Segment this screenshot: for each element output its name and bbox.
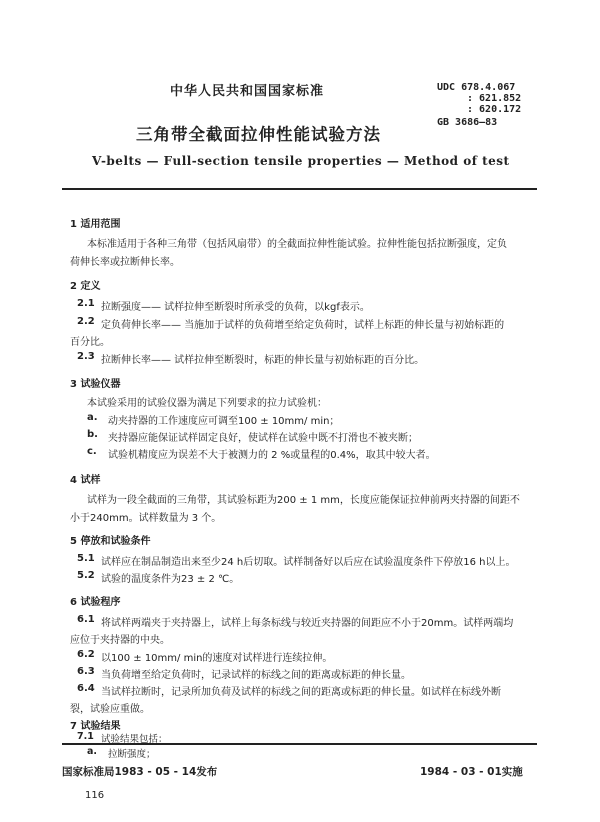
clause-2-2-text-line-1: 定负荷伸长率—— 当施加于试样的负荷增至给定负荷时，试样上标距的伸长量与初始标距的 (101, 320, 505, 331)
clause-number-6-4: 6.4 (77, 683, 95, 694)
issue-date: 国家标准局1983 - 05 - 14发布 (62, 766, 218, 778)
clause-number-2-1: 2.1 (77, 298, 95, 309)
udc-line-2: : 621.852 (467, 93, 522, 104)
document-title-cn: 三角带全截面拉伸性能试验方法 (136, 125, 381, 144)
clause-number-2-2: 2.2 (77, 316, 95, 327)
section-heading-5: 5 停放和试验条件 (70, 536, 151, 547)
clause-7-1-text: 试验结果包括： (101, 734, 168, 745)
section-1-body-line-1: 本标准适用于各种三角带（包括风扇带）的全截面拉伸性能试验。拉伸性能包括拉断强度，定负 (87, 239, 507, 250)
clause-6-4-text-line-2: 裂，试验应重做。 (70, 704, 150, 715)
list-marker-3-b: b. (87, 429, 98, 440)
section-heading-6: 6 试验程序 (70, 597, 121, 608)
section-heading-3: 3 试验仪器 (70, 379, 121, 390)
clause-6-2-text: 以100 ± 10mm/ min的速度对试样进行连续拉伸。 (101, 653, 333, 664)
clause-number-6-1: 6.1 (77, 614, 95, 625)
header-rule (62, 188, 537, 190)
list-marker-3-c: c. (87, 446, 97, 457)
clause-number-2-3: 2.3 (77, 351, 95, 362)
section-4-body-line-2: 小于240mm。试样数量为 3 个。 (70, 513, 222, 524)
section-heading-4: 4 试样 (70, 475, 101, 486)
list-item-3-b: 夹持器应能保证试样固定良好，使试样在试验中既不打滑也不被夹断； (108, 433, 418, 444)
section-1-body-line-2: 荷伸长率或拉断伸长率。 (70, 257, 180, 268)
list-item-7-a: 拉断强度； (108, 749, 156, 760)
clause-number-7-1: 7.1 (77, 731, 94, 742)
section-4-body-line-1: 试样为一段全截面的三角带，其试验标距为200 ± 1 mm，长度应能保证拉伸前两夹持器的间距不 (87, 495, 520, 506)
clause-6-1-text-line-1: 将试样两端夹于夹持器上，试样上每条标线与较近夹持器的间距应不小于20mm。试样两端均 (101, 618, 514, 629)
clause-6-3-text: 当负荷增至给定负荷时，记录试样的标线之间的距离或标距的伸长量。 (101, 670, 411, 681)
clause-number-5-1: 5.1 (77, 553, 95, 564)
gb-number: GB 3686—83 (437, 117, 498, 128)
clause-6-4-text-line-1: 当试样拉断时，记录所加负荷及试样的标线之间的距离或标距的伸长量。如试样在标线外断 (101, 687, 501, 698)
udc-line-3: : 620.172 (467, 104, 522, 115)
page-number: 116 (85, 790, 105, 801)
list-item-3-a: 动夹持器的工作速度应可调至100 ± 10mm/ min； (108, 416, 340, 427)
list-item-3-c: 试验机精度应为误差不大于被测力的 2 %或量程的0.4%，取其中较大者。 (108, 450, 436, 461)
clause-5-1-text: 试样应在制品制造出来至少24 h后切取。试样制备好以后应在试验温度条件下停放16 h以上。 (101, 557, 516, 568)
document-title-en: V-belts — Full-section tensile properties — Method of test (92, 154, 510, 168)
clause-number-5-2: 5.2 (77, 570, 95, 581)
section-heading-2: 2 定义 (70, 281, 101, 292)
clause-2-2-text-line-2: 百分比。 (70, 337, 110, 348)
udc-block (437, 82, 521, 128)
list-marker-7-a: a. (87, 746, 98, 757)
clause-2-3-text: 拉断伸长率—— 试样拉伸至断裂时，标距的伸长量与初始标距的百分比。 (101, 355, 425, 366)
clause-number-6-2: 6.2 (77, 649, 95, 660)
clause-5-2-text: 试验的温度条件为23 ± 2 ℃。 (101, 574, 240, 585)
clause-6-1-text-line-2: 应位于夹持器的中央。 (70, 635, 170, 646)
footer-rule (62, 743, 537, 745)
section-3-intro: 本试验采用的试验仪器为满足下列要求的拉力试验机： (87, 398, 327, 409)
section-heading-7: 7 试验结果 (70, 721, 121, 732)
standard-name: 中华人民共和国国家标准 (170, 84, 325, 99)
section-heading-1: 1 适用范围 (70, 219, 121, 230)
effective-date: 1984 - 03 - 01实施 (420, 766, 523, 778)
list-marker-3-a: a. (87, 412, 98, 423)
clause-2-1-text: 拉断强度—— 试样拉伸至断裂时所承受的负荷，以kgf表示。 (101, 302, 370, 313)
clause-number-6-3: 6.3 (77, 666, 95, 677)
udc-line-1: UDC 678.4.067 (437, 82, 516, 93)
